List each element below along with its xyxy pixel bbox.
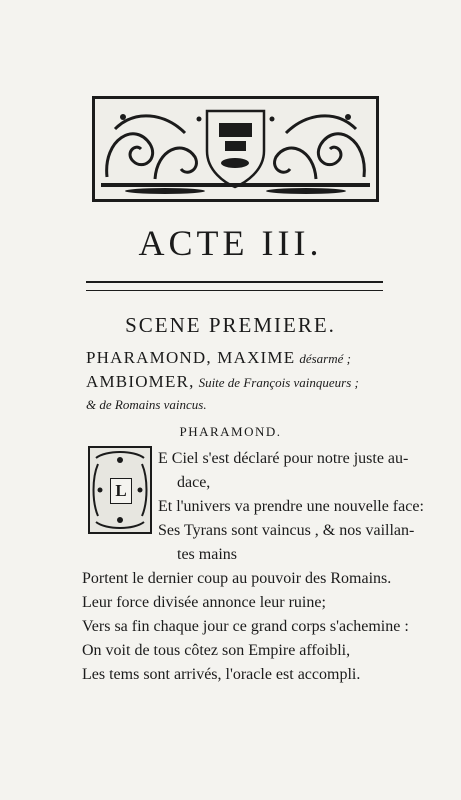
character-note: Suite de François vainqueurs ; — [198, 375, 359, 390]
character-names: PHARAMOND, MAXIME — [86, 348, 296, 367]
drop-cap-ornament — [88, 446, 152, 534]
verse-line: Vers sa fin chaque jour ce grand corps s'achemine : — [82, 618, 409, 635]
act-title: ACTE III. — [138, 223, 323, 263]
headpiece-ornament — [92, 96, 379, 202]
character-note: désarmé ; — [299, 351, 351, 366]
characters-line-1 — [86, 348, 351, 368]
verse-line: On voit de tous côtez son Empire affoibli, — [82, 642, 351, 659]
double-rule-divider — [86, 281, 383, 291]
verse-line: Les tems sont arrivés, l'oracle est accompli. — [82, 666, 361, 683]
scene-title: SCENE PREMIERE. — [125, 313, 336, 337]
verse-line: tes mains — [177, 546, 237, 563]
verse-line: Leur force divisée annonce leur ruine; — [82, 594, 326, 611]
verse-line: dace, — [177, 474, 211, 491]
character-note: & de Romains vaincus. — [86, 397, 207, 412]
verse-line: Et l'univers va prendre une nouvelle face: — [158, 498, 424, 515]
verse-line: Ses Tyrans sont vaincus , & nos vaillan- — [158, 522, 415, 539]
drop-cap-letter: L — [110, 478, 132, 504]
verse-line: Portent le dernier coup au pouvoir des Romains. — [82, 570, 392, 587]
verse-line: E Ciel s'est déclaré pour notre juste au- — [158, 450, 409, 467]
character-names: AMBIOMER, — [86, 372, 195, 391]
characters-line-2 — [86, 372, 359, 392]
speaker-name: PHARAMOND. — [179, 424, 282, 439]
characters-line-3 — [86, 396, 207, 414]
